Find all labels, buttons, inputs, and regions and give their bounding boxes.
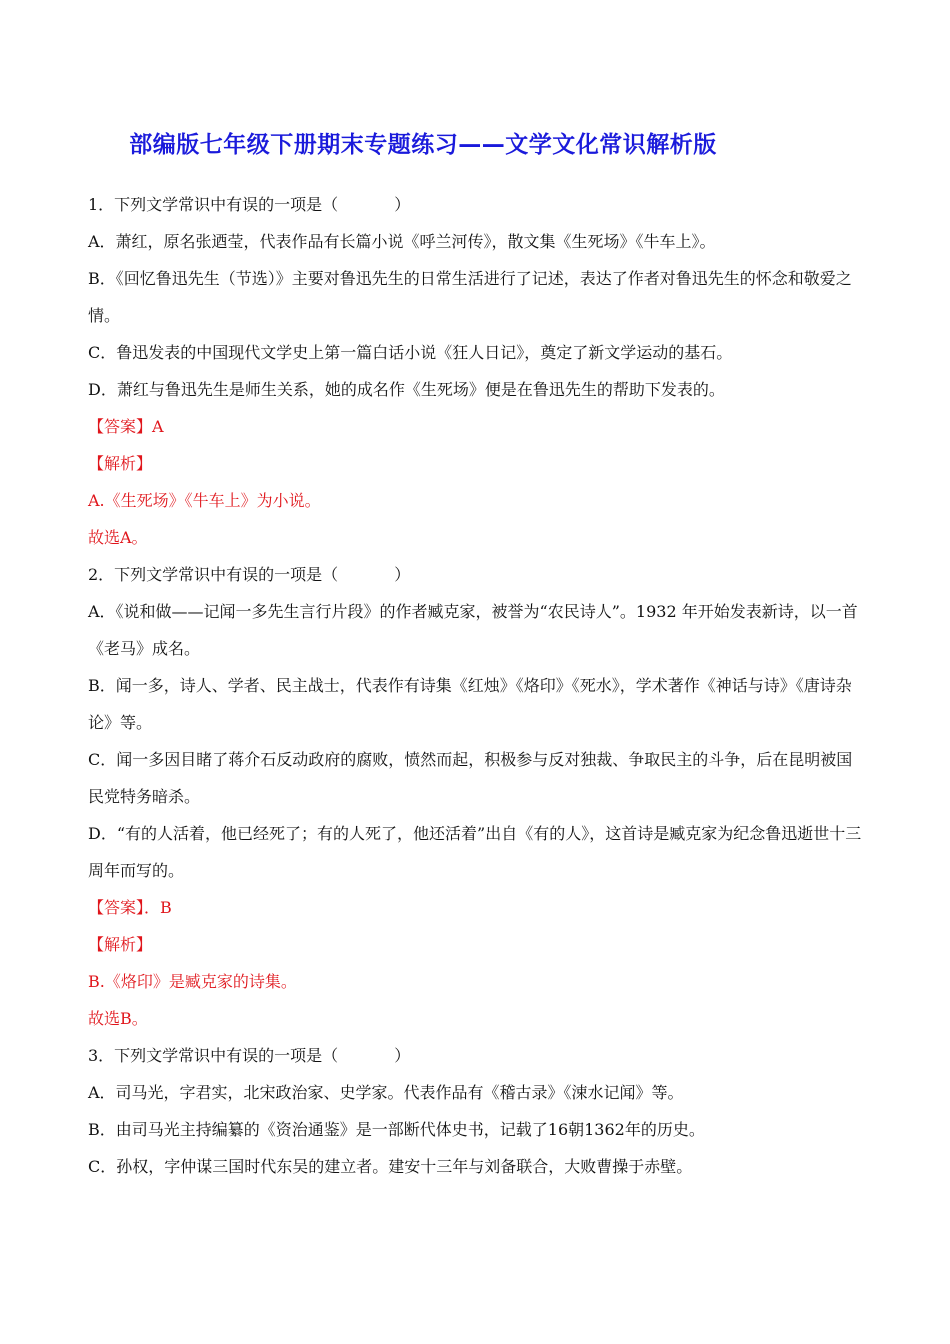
analysis-label: 【解析】 [88,935,153,954]
option-a: A．《说和做——记闻一多先生言行片段》的作者臧克家，被誉为“农民诗人”。1932 年开始发表新诗，以一首《老马》成名。 [88,602,858,658]
question-1 [88,186,866,556]
answer-label: 【答案】A [88,417,164,436]
option-c: C．孙权，字仲谋三国时代东吴的建立者。建安十三年与刘备联合，大败曹操于赤壁。 [88,1157,693,1176]
option-b: B．由司马光主持编纂的《资治通鉴》是一部断代体史书，记载了16朝1362年的历史。 [88,1120,705,1139]
analysis-text: B.《烙印》是臧克家的诗集。 [88,972,297,991]
option-b: B．《回忆鲁迅先生（节选）》主要对鲁迅先生的日常生活进行了记述，表达了作者对鲁迅先生的怀念和敬爱之情。 [88,269,852,325]
option-c: C．鲁迅发表的中国现代文学史上第一篇白话小说《狂人日记》，奠定了新文学运动的基石。 [88,343,733,362]
conclusion-text: 故选B。 [88,1009,148,1028]
question-stem-end: ） [394,565,411,584]
question-2 [88,556,866,1037]
question-stem [88,1037,866,1074]
document-title: 部编版七年级下册期末专题练习——文学文化常识解析版 [129,132,717,158]
question-stem-text: 2．下列文学常识中有误的一项是（ [88,565,339,584]
option-d: D．“有的人活着，他已经死了；有的人死了，他还活着”出自《有的人》，这首诗是臧克家为纪念鲁迅逝世十三周年而写的。 [88,824,862,880]
option-d: D．萧红与鲁迅先生是师生关系，她的成名作《生死场》便是在鲁迅先生的帮助下发表的。 [88,380,725,399]
option-b: B．闻一多，诗人、学者、民主战士，代表作有诗集《红烛》《烙印》《死水》，学术著作《神话与诗》《唐诗杂论》等。 [88,676,852,732]
question-stem-text: 1．下列文学常识中有误的一项是（ [88,195,339,214]
question-3 [88,1037,866,1185]
question-stem [88,186,866,223]
analysis-text: A.《生死场》《牛车上》为小说。 [88,491,321,510]
option-a: A．萧红，原名张迺莹，代表作品有长篇小说《呼兰河传》，散文集《生死场》《牛车上》。 [88,232,716,251]
answer-label: 【答案】．B [88,898,172,917]
document-body [88,186,866,1185]
question-stem-text: 3．下列文学常识中有误的一项是（ [88,1046,339,1065]
conclusion-text: 故选A。 [88,528,148,547]
analysis-label: 【解析】 [88,454,153,473]
question-stem-end: ） [394,195,411,214]
question-stem [88,556,866,593]
question-stem-end: ） [394,1046,411,1065]
option-c: C．闻一多因目睹了蒋介石反动政府的腐败，愤然而起，积极参与反对独裁、争取民主的斗争，后在昆明被国民党特务暗杀。 [88,750,853,806]
option-a: A．司马光，字君实，北宋政治家、史学家。代表作品有《稽古录》《涑水记闻》等。 [88,1083,684,1102]
